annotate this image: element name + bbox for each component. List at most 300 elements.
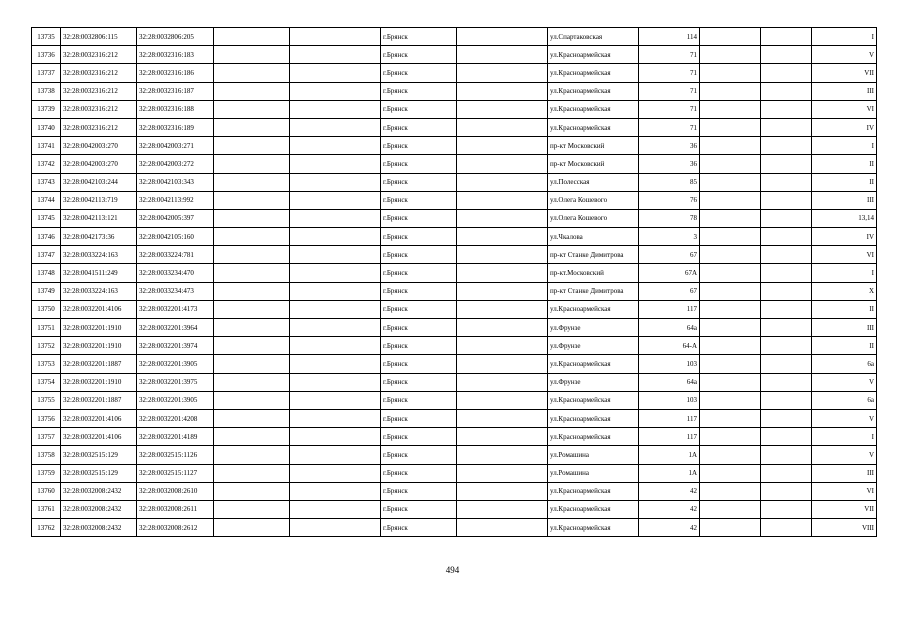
cell-empty	[761, 391, 812, 409]
cell-cad2: 32:28:0032201:3974	[137, 337, 214, 355]
register-rows	[32, 28, 877, 537]
cell-empty	[700, 155, 761, 173]
cell-empty	[290, 300, 381, 318]
cell-empty	[700, 82, 761, 100]
cell-street: ул.Красноармейская	[548, 500, 639, 518]
cell-street: ул.Красноармейская	[548, 482, 639, 500]
cell-flat: III	[812, 82, 877, 100]
cell-empty	[457, 191, 548, 209]
cell-cad1: 32:28:0042103:244	[61, 173, 137, 191]
cell-cad1: 32:28:0032201:1910	[61, 373, 137, 391]
cell-cad1: 32:28:0042113:719	[61, 191, 137, 209]
cell-empty	[761, 118, 812, 136]
cell-empty	[700, 300, 761, 318]
cell-cad2: 32:28:0032316:189	[137, 118, 214, 136]
cell-street: ул.Красноармейская	[548, 391, 639, 409]
cell-empty	[457, 28, 548, 46]
cell-city: г.Брянск	[381, 100, 457, 118]
cell-empty	[457, 391, 548, 409]
cell-flat: 13,14	[812, 209, 877, 227]
cell-street: ул.Чкалова	[548, 228, 639, 246]
cell-empty	[290, 355, 381, 373]
cell-city: г.Брянск	[381, 264, 457, 282]
cell-num: 13758	[32, 446, 61, 464]
cell-empty	[761, 64, 812, 82]
cell-house: 85	[639, 173, 700, 191]
cell-empty	[700, 446, 761, 464]
cell-empty	[700, 319, 761, 337]
cell-city: г.Брянск	[381, 500, 457, 518]
cell-empty	[457, 82, 548, 100]
cell-empty	[457, 337, 548, 355]
cell-num: 13750	[32, 300, 61, 318]
cell-empty	[457, 228, 548, 246]
cell-empty	[214, 228, 290, 246]
cell-num: 13747	[32, 246, 61, 264]
cell-cad1: 32:28:0032008:2432	[61, 482, 137, 500]
table-row	[32, 482, 877, 500]
cell-empty	[290, 337, 381, 355]
table-row	[32, 391, 877, 409]
cell-cad2: 32:28:0032201:3905	[137, 391, 214, 409]
cell-house: 71	[639, 118, 700, 136]
cell-street: ул.Олега Кошевого	[548, 209, 639, 227]
cell-empty	[761, 100, 812, 118]
cell-empty	[700, 282, 761, 300]
cell-flat: I	[812, 428, 877, 446]
cell-empty	[290, 100, 381, 118]
table-row	[32, 228, 877, 246]
cell-empty	[457, 409, 548, 427]
cell-empty	[700, 464, 761, 482]
cell-house: 1А	[639, 446, 700, 464]
cell-house: 103	[639, 391, 700, 409]
cell-empty	[214, 373, 290, 391]
cell-empty	[761, 264, 812, 282]
cell-empty	[457, 519, 548, 537]
cell-city: г.Брянск	[381, 209, 457, 227]
cell-empty	[214, 446, 290, 464]
cell-city: г.Брянск	[381, 246, 457, 264]
cell-empty	[214, 191, 290, 209]
cell-city: г.Брянск	[381, 391, 457, 409]
cell-flat: VII	[812, 64, 877, 82]
cell-flat: II	[812, 300, 877, 318]
cell-street: пр-кт.Московский	[548, 264, 639, 282]
cell-cad1: 32:28:0032515:129	[61, 446, 137, 464]
cell-city: г.Брянск	[381, 191, 457, 209]
cell-empty	[290, 28, 381, 46]
cell-empty	[700, 137, 761, 155]
cell-flat: II	[812, 337, 877, 355]
table-row	[32, 118, 877, 136]
table-row	[32, 500, 877, 518]
cell-empty	[761, 446, 812, 464]
cell-flat: II	[812, 173, 877, 191]
cell-cad1: 32:28:0032201:1910	[61, 319, 137, 337]
cell-num: 13744	[32, 191, 61, 209]
table-row	[32, 246, 877, 264]
cell-empty	[761, 409, 812, 427]
cell-city: г.Брянск	[381, 319, 457, 337]
table-row	[32, 209, 877, 227]
cell-num: 13739	[32, 100, 61, 118]
cell-num: 13757	[32, 428, 61, 446]
cell-flat: VI	[812, 482, 877, 500]
cell-empty	[214, 82, 290, 100]
cell-empty	[290, 46, 381, 64]
cell-cad1: 32:28:0032316:212	[61, 46, 137, 64]
cell-street: ул.Красноармейская	[548, 355, 639, 373]
table-row	[32, 173, 877, 191]
cell-num: 13748	[32, 264, 61, 282]
cell-city: г.Брянск	[381, 337, 457, 355]
cell-house: 103	[639, 355, 700, 373]
cell-city: г.Брянск	[381, 82, 457, 100]
cell-empty	[290, 155, 381, 173]
cell-city: г.Брянск	[381, 282, 457, 300]
cell-empty	[457, 482, 548, 500]
cell-city: г.Брянск	[381, 409, 457, 427]
cell-empty	[700, 173, 761, 191]
cell-empty	[761, 209, 812, 227]
cell-empty	[457, 446, 548, 464]
cell-city: г.Брянск	[381, 137, 457, 155]
cell-empty	[290, 428, 381, 446]
cell-flat: IV	[812, 228, 877, 246]
cell-empty	[761, 228, 812, 246]
cell-empty	[761, 82, 812, 100]
cell-empty	[700, 264, 761, 282]
cell-house: 42	[639, 519, 700, 537]
cell-empty	[700, 373, 761, 391]
cell-city: г.Брянск	[381, 482, 457, 500]
cell-empty	[761, 500, 812, 518]
cell-cad2: 32:28:0032515:1126	[137, 446, 214, 464]
cell-empty	[761, 46, 812, 64]
cell-house: 71	[639, 64, 700, 82]
cell-house: 67	[639, 246, 700, 264]
cell-empty	[761, 300, 812, 318]
table-row	[32, 409, 877, 427]
cell-flat: VI	[812, 100, 877, 118]
cell-street: пр-кт Станке Димитрова	[548, 282, 639, 300]
cell-street: ул.Красноармейская	[548, 118, 639, 136]
cell-empty	[214, 100, 290, 118]
cell-empty	[214, 337, 290, 355]
cell-empty	[214, 409, 290, 427]
cell-cad1: 32:28:0042003:270	[61, 137, 137, 155]
cell-cad1: 32:28:0032201:1887	[61, 355, 137, 373]
cell-empty	[290, 464, 381, 482]
cell-street: ул.Красноармейская	[548, 300, 639, 318]
cell-cad1: 32:28:0032515:129	[61, 464, 137, 482]
cell-empty	[700, 409, 761, 427]
cell-cad1: 32:28:0032316:212	[61, 118, 137, 136]
cell-street: ул.Красноармейская	[548, 46, 639, 64]
cell-city: г.Брянск	[381, 464, 457, 482]
cell-house: 64а	[639, 319, 700, 337]
cell-empty	[457, 300, 548, 318]
table-row	[32, 64, 877, 82]
cell-empty	[214, 500, 290, 518]
cell-num: 13738	[32, 82, 61, 100]
table-row	[32, 282, 877, 300]
cell-cad1: 32:28:0032201:4106	[61, 300, 137, 318]
cell-empty	[700, 46, 761, 64]
cell-empty	[290, 137, 381, 155]
cell-empty	[214, 64, 290, 82]
cell-empty	[214, 155, 290, 173]
cell-empty	[761, 191, 812, 209]
cell-num: 13761	[32, 500, 61, 518]
cell-cad2: 32:28:0042003:272	[137, 155, 214, 173]
cell-flat: 6а	[812, 391, 877, 409]
cell-cad2: 32:28:0042103:343	[137, 173, 214, 191]
cell-empty	[290, 482, 381, 500]
cell-city: г.Брянск	[381, 28, 457, 46]
cell-empty	[700, 228, 761, 246]
cell-empty	[290, 519, 381, 537]
cell-street: ул.Ромашина	[548, 464, 639, 482]
cell-city: г.Брянск	[381, 64, 457, 82]
cell-flat: I	[812, 264, 877, 282]
cell-street: ул.Полесская	[548, 173, 639, 191]
table-row	[32, 300, 877, 318]
cell-cad2: 32:28:0032201:4208	[137, 409, 214, 427]
cell-num: 13735	[32, 28, 61, 46]
table-row	[32, 337, 877, 355]
cell-empty	[700, 64, 761, 82]
cell-empty	[457, 209, 548, 227]
cell-empty	[457, 464, 548, 482]
cell-cad2: 32:28:0032515:1127	[137, 464, 214, 482]
cell-street: ул.Олега Кошевого	[548, 191, 639, 209]
cell-empty	[761, 519, 812, 537]
cell-empty	[761, 482, 812, 500]
cell-empty	[214, 482, 290, 500]
cell-cad2: 32:28:0032201:4189	[137, 428, 214, 446]
cell-flat: V	[812, 46, 877, 64]
table-row	[32, 319, 877, 337]
cell-empty	[214, 46, 290, 64]
cell-num: 13760	[32, 482, 61, 500]
cell-num: 13749	[32, 282, 61, 300]
cell-cad2: 32:28:0032201:3964	[137, 319, 214, 337]
table-row	[32, 82, 877, 100]
cell-street: ул.Ромашина	[548, 446, 639, 464]
cell-empty	[761, 373, 812, 391]
cell-street: ул.Красноармейская	[548, 519, 639, 537]
cell-empty	[214, 118, 290, 136]
cell-flat: I	[812, 28, 877, 46]
cell-empty	[290, 82, 381, 100]
cell-empty	[290, 173, 381, 191]
cell-empty	[700, 519, 761, 537]
cell-city: г.Брянск	[381, 118, 457, 136]
cell-house: 76	[639, 191, 700, 209]
cell-empty	[457, 319, 548, 337]
cell-city: г.Брянск	[381, 46, 457, 64]
cell-empty	[457, 46, 548, 64]
cell-cad1: 32:28:0032316:212	[61, 64, 137, 82]
cell-num: 13737	[32, 64, 61, 82]
cell-city: г.Брянск	[381, 428, 457, 446]
cell-cad1: 32:28:0042113:121	[61, 209, 137, 227]
cell-empty	[761, 319, 812, 337]
cell-house: 1А	[639, 464, 700, 482]
cell-flat: VI	[812, 246, 877, 264]
cell-street: ул.Красноармейская	[548, 64, 639, 82]
cell-cad2: 32:28:0032201:3905	[137, 355, 214, 373]
cell-house: 64а	[639, 373, 700, 391]
cell-city: г.Брянск	[381, 519, 457, 537]
cell-num: 13746	[32, 228, 61, 246]
cell-empty	[700, 191, 761, 209]
cell-empty	[700, 355, 761, 373]
cell-street: ул.Красноармейская	[548, 82, 639, 100]
cell-empty	[457, 246, 548, 264]
cell-house: 78	[639, 209, 700, 227]
cell-empty	[214, 300, 290, 318]
cell-cad2: 32:28:0033234:473	[137, 282, 214, 300]
cell-cad2: 32:28:0033234:470	[137, 264, 214, 282]
cell-cad2: 32:28:0032316:188	[137, 100, 214, 118]
table-row	[32, 373, 877, 391]
cell-house: 67А	[639, 264, 700, 282]
cell-cad2: 32:28:0032316:187	[137, 82, 214, 100]
register-table	[31, 27, 877, 537]
cell-street: ул.Фрунзе	[548, 337, 639, 355]
cell-empty	[214, 28, 290, 46]
cell-empty	[457, 264, 548, 282]
cell-empty	[457, 100, 548, 118]
cell-empty	[700, 118, 761, 136]
cell-empty	[214, 319, 290, 337]
cell-empty	[457, 137, 548, 155]
cell-house: 117	[639, 428, 700, 446]
cell-empty	[214, 264, 290, 282]
cell-cad1: 32:28:0033224:163	[61, 246, 137, 264]
cell-empty	[290, 409, 381, 427]
table-row	[32, 264, 877, 282]
cell-num: 13751	[32, 319, 61, 337]
cell-house: 71	[639, 82, 700, 100]
cell-num: 13754	[32, 373, 61, 391]
cell-house: 71	[639, 46, 700, 64]
cell-empty	[761, 355, 812, 373]
cell-empty	[214, 246, 290, 264]
cell-empty	[761, 337, 812, 355]
cell-cad1: 32:28:0033224:163	[61, 282, 137, 300]
cell-empty	[761, 246, 812, 264]
cell-empty	[457, 355, 548, 373]
cell-cad1: 32:28:0032201:1910	[61, 337, 137, 355]
cell-empty	[214, 391, 290, 409]
cell-city: г.Брянск	[381, 155, 457, 173]
cell-num: 13741	[32, 137, 61, 155]
table-row	[32, 464, 877, 482]
cell-cad1: 32:28:0042003:270	[61, 155, 137, 173]
cell-cad1: 32:28:0032201:1887	[61, 391, 137, 409]
cell-num: 13755	[32, 391, 61, 409]
cell-flat: I	[812, 137, 877, 155]
cell-empty	[214, 137, 290, 155]
cell-empty	[761, 428, 812, 446]
page-number: 494	[445, 565, 460, 575]
cell-house: 3	[639, 228, 700, 246]
cell-house: 42	[639, 482, 700, 500]
table-row	[32, 446, 877, 464]
cell-empty	[214, 519, 290, 537]
cell-house: 42	[639, 500, 700, 518]
table-row	[32, 137, 877, 155]
cell-empty	[290, 373, 381, 391]
cell-empty	[700, 209, 761, 227]
cell-num: 13759	[32, 464, 61, 482]
cell-cad1: 32:28:0041511:249	[61, 264, 137, 282]
cell-cad1: 32:28:0032316:212	[61, 82, 137, 100]
cell-cad1: 32:28:0032008:2432	[61, 519, 137, 537]
cell-city: г.Брянск	[381, 446, 457, 464]
cell-house: 36	[639, 137, 700, 155]
cell-street: пр-кт Московский	[548, 137, 639, 155]
cell-street: ул.Спартаковская	[548, 28, 639, 46]
cell-house: 36	[639, 155, 700, 173]
cell-empty	[290, 446, 381, 464]
cell-street: ул.Красноармейская	[548, 428, 639, 446]
cell-empty	[761, 155, 812, 173]
cell-empty	[290, 209, 381, 227]
cell-cad2: 32:28:0033224:781	[137, 246, 214, 264]
cell-empty	[761, 173, 812, 191]
cell-cad1: 32:28:0032806:115	[61, 28, 137, 46]
cell-empty	[214, 355, 290, 373]
table-row	[32, 100, 877, 118]
cell-num: 13762	[32, 519, 61, 537]
cell-num: 13756	[32, 409, 61, 427]
cell-empty	[761, 464, 812, 482]
cell-cad2: 32:28:0042003:271	[137, 137, 214, 155]
cell-flat: V	[812, 409, 877, 427]
cell-empty	[214, 282, 290, 300]
cell-cad2: 32:28:0032008:2610	[137, 482, 214, 500]
cell-city: г.Брянск	[381, 228, 457, 246]
cell-empty	[700, 482, 761, 500]
cell-cad2: 32:28:0032008:2611	[137, 500, 214, 518]
cell-empty	[457, 155, 548, 173]
cell-cad1: 32:28:0032201:4106	[61, 428, 137, 446]
cell-num: 13745	[32, 209, 61, 227]
cell-flat: VII	[812, 500, 877, 518]
cell-house: 67	[639, 282, 700, 300]
cell-cad2: 32:28:0032008:2612	[137, 519, 214, 537]
cell-cad2: 32:28:0042113:992	[137, 191, 214, 209]
cell-num: 13753	[32, 355, 61, 373]
cell-cad1: 32:28:0032201:4106	[61, 409, 137, 427]
cell-street: ул.Фрунзе	[548, 373, 639, 391]
table-row	[32, 519, 877, 537]
table-row	[32, 46, 877, 64]
cell-empty	[290, 118, 381, 136]
cell-street: пр-кт Станке Димитрова	[548, 246, 639, 264]
cell-num: 13742	[32, 155, 61, 173]
cell-empty	[457, 428, 548, 446]
cell-flat: V	[812, 373, 877, 391]
cell-empty	[457, 118, 548, 136]
cell-empty	[700, 246, 761, 264]
table-row	[32, 28, 877, 46]
